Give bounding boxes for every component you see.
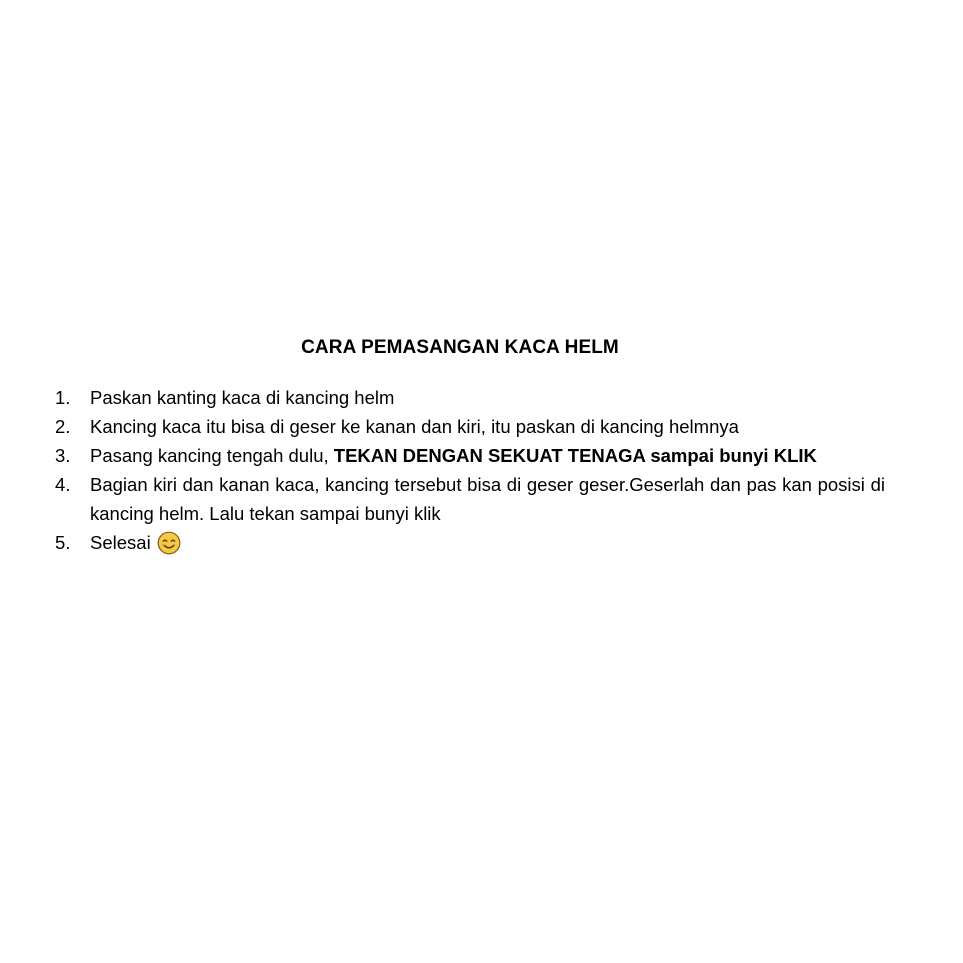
step-number: 5. (55, 532, 71, 553)
step-text-normal: Pasang kancing tengah dulu, (90, 445, 334, 466)
step-text: Bagian kiri dan kanan kaca, kancing tersebut bisa di geser geser.Geserlah dan pas kan posisi di kancing helm. Lalu tekan sampai bunyi klik (90, 474, 885, 524)
list-item (55, 528, 885, 557)
step-text-emphasis: TEKAN DENGAN SEKUAT TENAGA sampai bunyi KLIK (333, 445, 817, 466)
list-item (55, 470, 885, 528)
smiling-face-icon (157, 531, 181, 555)
list-item (55, 441, 885, 470)
step-number: 3. (55, 445, 71, 466)
step-text-label: Selesai (90, 532, 151, 553)
step-text: Paskan kanting kaca di kancing helm (90, 387, 395, 408)
step-text (90, 528, 885, 557)
list-item (55, 412, 885, 441)
step-number: 4. (55, 474, 71, 495)
step-number: 1. (55, 387, 71, 408)
steps-list (55, 383, 885, 557)
list-item (55, 383, 885, 412)
step-number: 2. (55, 416, 71, 437)
document-title: CARA PEMASANGAN KACA HELM (301, 337, 619, 358)
step-text: Kancing kaca itu bisa di geser ke kanan dan kiri, itu paskan di kancing helmnya (90, 416, 739, 437)
step-text (90, 441, 885, 470)
